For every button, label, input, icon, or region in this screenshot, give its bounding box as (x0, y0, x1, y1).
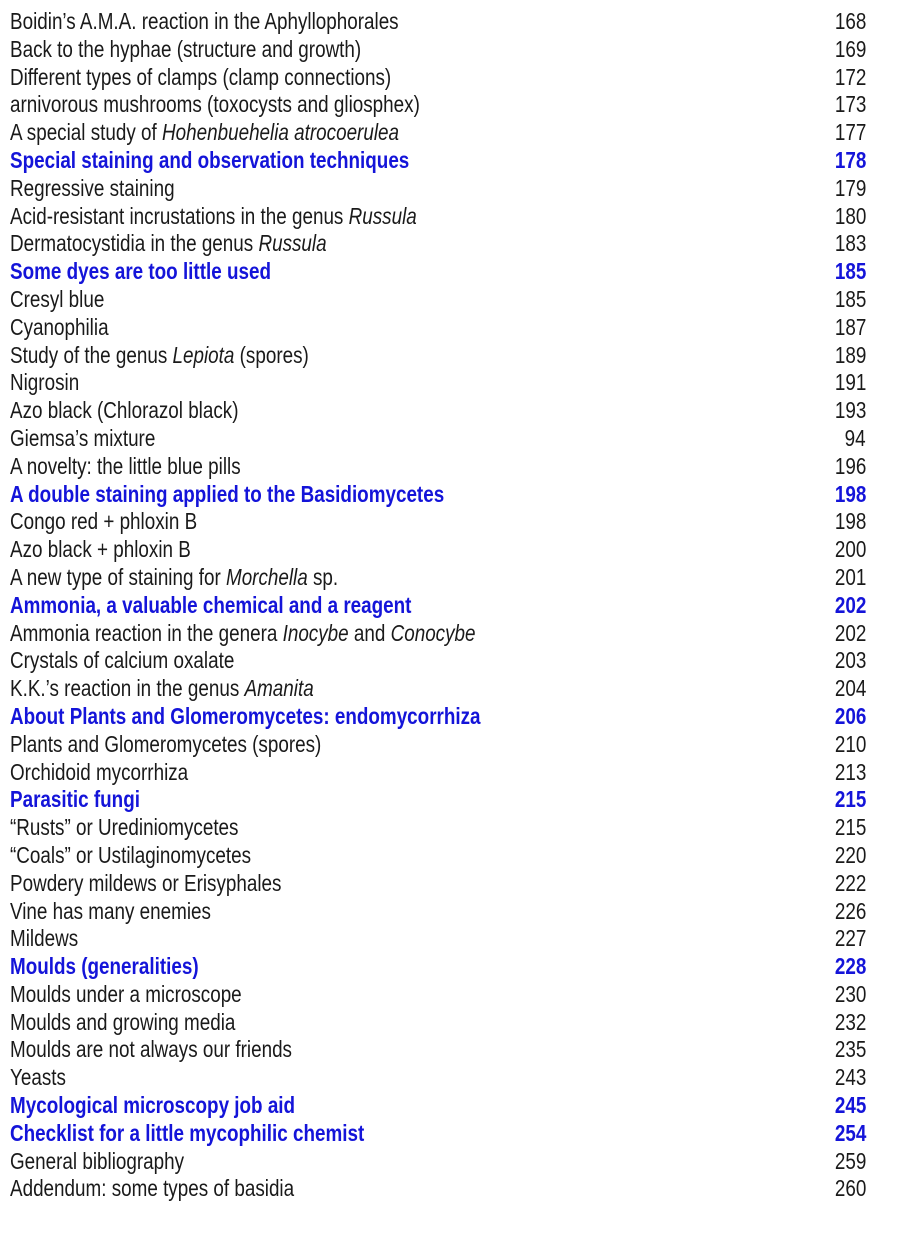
toc-entry-row (10, 1064, 866, 1092)
toc-entry-title-segment: Regressive staining (10, 174, 175, 201)
toc-entry-title (10, 536, 191, 564)
toc-section-heading-row (10, 1120, 866, 1148)
toc-entry-title-segment: Some dyes are too little used (10, 258, 271, 285)
toc-entry-title (10, 620, 476, 648)
toc-entry-title (10, 453, 241, 481)
toc-entry-page-number: 173 (834, 91, 866, 118)
toc-entry-title-segment: Vine has many enemies (10, 897, 211, 924)
toc-entry-page-number: 220 (834, 841, 866, 868)
toc-entry-title (10, 481, 444, 509)
toc-entry-title (10, 147, 409, 175)
toc-entry-title-italic-segment: Amanita (244, 675, 314, 702)
toc-entry-row (10, 91, 866, 119)
toc-entry-page-number: 222 (834, 869, 866, 896)
toc-entry-title-segment: Back to the hyphae (structure and growth) (10, 35, 362, 62)
toc-entry-title-segment: “Rusts” or Urediniomycetes (10, 814, 239, 841)
toc-entry-title-segment: Yeasts (10, 1064, 66, 1091)
toc-entry-title-segment: Moulds (generalities) (10, 953, 199, 980)
toc-entry-title-segment: Special staining and observation techniques (10, 146, 410, 173)
toc-entry-title (10, 592, 411, 620)
toc-entry-title (10, 425, 155, 453)
toc-entry-page-number: 213 (834, 758, 866, 785)
toc-entry-title (10, 953, 199, 981)
toc-section-heading-row (10, 258, 866, 286)
toc-entry-title-segment: Orchidoid mycorrhiza (10, 758, 189, 785)
toc-entry-title (10, 842, 251, 870)
toc-entry-title (10, 314, 109, 342)
toc-entry-row (10, 1036, 866, 1064)
toc-entry-row (10, 203, 866, 231)
toc-entry-title-segment: Crystals of calcium oxalate (10, 647, 235, 674)
toc-entry-page-number: 172 (834, 63, 866, 90)
toc-entry-title (10, 564, 338, 592)
toc-entry-row (10, 675, 866, 703)
toc-entry-title-segment: Plants and Glomeromycetes (spores) (10, 730, 322, 757)
toc-entry-page-number: 202 (834, 591, 866, 618)
toc-entry-title-italic-segment: Inocybe (282, 619, 349, 646)
toc-entry-title (10, 508, 197, 536)
toc-section-heading-row (10, 481, 866, 509)
toc-entry-title-segment: Azo black + phloxin B (10, 536, 191, 563)
toc-entry-page-number: 180 (834, 202, 866, 229)
toc-entry-row (10, 36, 866, 64)
toc-entry-row (10, 175, 866, 203)
toc-entry-row (10, 1175, 866, 1203)
toc-entry-page-number: 198 (834, 508, 866, 535)
toc-entry-title-segment: Moulds under a microscope (10, 980, 242, 1007)
toc-entry-page-number: 243 (834, 1064, 866, 1091)
toc-entry-page-number: 254 (834, 1119, 866, 1146)
toc-section-heading-row (10, 147, 866, 175)
toc-entry-page-number: 203 (834, 647, 866, 674)
toc-entry-page-number: 189 (834, 341, 866, 368)
toc-entry-title-italic-segment: Hohenbuehelia atrocoerulea (162, 119, 400, 146)
toc-entry-page-number: 177 (834, 119, 866, 146)
toc-entry-title-segment: About Plants and Glomeromycetes: endomycorrhiza (10, 702, 481, 729)
toc-entry-title (10, 1148, 184, 1176)
toc-entry-title (10, 64, 391, 92)
toc-entry-title (10, 1120, 364, 1148)
toc-entry-page-number: 193 (834, 397, 866, 424)
toc-entry-row (10, 64, 866, 92)
toc-entry-row (10, 620, 866, 648)
toc-entry-title (10, 36, 361, 64)
toc-entry-title-segment: Mildews (10, 925, 79, 952)
toc-entry-page-number: 215 (834, 814, 866, 841)
toc-section-heading-row (10, 703, 866, 731)
toc-entry-page-number: 179 (834, 174, 866, 201)
toc-entry-title (10, 870, 281, 898)
toc-entry-title (10, 1175, 294, 1203)
toc-entry-row (10, 369, 866, 397)
toc-entry-title (10, 759, 188, 787)
toc-entry-title (10, 675, 314, 703)
toc-entry-page-number: 232 (834, 1008, 866, 1035)
toc-entry-title-segment: Cresyl blue (10, 285, 105, 312)
toc-entry-title (10, 1064, 66, 1092)
toc-entry-title-italic-segment: Russula (348, 202, 417, 229)
toc-entry-title-segment: Nigrosin (10, 369, 80, 396)
toc-entry-row (10, 842, 866, 870)
toc-entry-page-number: 196 (834, 452, 866, 479)
toc-entry-title (10, 1092, 295, 1120)
toc-entry-title-italic-segment: Lepiota (172, 341, 235, 368)
toc-entry-title-segment: Mycological microscopy job aid (10, 1092, 296, 1119)
toc-entry-row (10, 8, 866, 36)
toc-entry-title (10, 119, 399, 147)
toc-entry-page-number: 94 (845, 424, 866, 451)
toc-entry-page-number: 183 (834, 230, 866, 257)
toc-entry-title-segment: Azo black (Chlorazol black) (10, 397, 239, 424)
toc-entry-title-segment: Moulds are not always our friends (10, 1036, 292, 1063)
toc-entry-row (10, 397, 866, 425)
toc-entry-page-number: 210 (834, 730, 866, 757)
toc-entry-title-segment: A double staining applied to the Basidiomycetes (10, 480, 445, 507)
toc-entry-page-number: 228 (834, 953, 866, 980)
toc-entry-page-number: 198 (834, 480, 866, 507)
toc-entry-page-number: 227 (834, 925, 866, 952)
toc-entry-title-italic-segment: Conocybe (390, 619, 476, 646)
toc-entry-title-italic-segment: Morchella (225, 563, 308, 590)
toc-entry-row (10, 314, 866, 342)
toc-entry-row (10, 814, 866, 842)
toc-entry-title-segment: Boidin’s A.M.A. reaction in the Aphyllophorales (10, 8, 399, 34)
toc-entry-row (10, 453, 866, 481)
toc-entry-page-number: 206 (834, 702, 866, 729)
toc-entry-row (10, 1148, 866, 1176)
toc-entry-row (10, 564, 866, 592)
toc-entry-page-number: 169 (834, 35, 866, 62)
toc-section-heading-row (10, 953, 866, 981)
toc-entry-page-number: 235 (834, 1036, 866, 1063)
toc-entry-page-number: 168 (834, 8, 866, 34)
toc-entry-page-number: 245 (834, 1092, 866, 1119)
toc-entry-title (10, 8, 399, 36)
toc-entry-title-segment: (spores) (234, 341, 309, 368)
toc-entry-row (10, 981, 866, 1009)
toc-entry-page-number: 201 (834, 563, 866, 590)
toc-entry-title (10, 203, 417, 231)
toc-entry-title-segment: Dermatocystidia in the genus (10, 230, 259, 257)
toc-entry-title-segment: Study of the genus (10, 341, 173, 368)
toc-entry-title (10, 397, 239, 425)
toc-entry-page-number: 185 (834, 258, 866, 285)
toc-entry-title-segment: arnivorous mushrooms (toxocysts and gliosphex) (10, 91, 420, 118)
toc-entry-row (10, 425, 866, 453)
toc-entry-title-segment: Parasitic fungi (10, 786, 140, 813)
toc-entry-title-segment: A new type of staining for (10, 563, 226, 590)
toc-entry-page-number: 191 (834, 369, 866, 396)
toc-entry-title-segment: and (348, 619, 391, 646)
toc-entry-title-segment: General bibliography (10, 1147, 185, 1174)
toc-entry-row (10, 759, 866, 787)
toc-entry-page-number: 215 (834, 786, 866, 813)
toc-entry-page-number: 178 (834, 146, 866, 173)
toc-entry-title-segment: Powdery mildews or Erisyphales (10, 869, 282, 896)
toc-entry-title (10, 647, 234, 675)
toc-entry-row (10, 925, 866, 953)
toc-entry-title-segment: Checklist for a little mycophilic chemist (10, 1119, 365, 1146)
toc-entry-title-italic-segment: Russula (258, 230, 327, 257)
toc-entry-title (10, 898, 211, 926)
toc-entry-title-segment: Giemsa’s mixture (10, 424, 156, 451)
toc-entry-title (10, 230, 327, 258)
toc-section-heading-row (10, 786, 866, 814)
toc-entry-title (10, 814, 238, 842)
toc-entry-row (10, 1009, 866, 1037)
toc-entry-page-number: 202 (834, 619, 866, 646)
toc-entry-title-segment: Ammonia reaction in the genera (10, 619, 283, 646)
toc-entry-row (10, 286, 866, 314)
toc-entry-title (10, 342, 309, 370)
toc-entry-title-segment: Addendum: some types of basidia (10, 1175, 295, 1202)
toc-entry-title-segment: Acid-resistant incrustations in the genus (10, 202, 349, 229)
toc-section-heading-row (10, 1092, 866, 1120)
toc-entry-title (10, 258, 271, 286)
toc-entry-page-number: 230 (834, 980, 866, 1007)
toc-entry-title-segment: sp. (307, 563, 339, 590)
toc-entry-page-number: 204 (834, 675, 866, 702)
toc-entry-title-segment: K.K.’s reaction in the genus (10, 675, 245, 702)
toc-entry-title-segment: A special study of (10, 119, 163, 146)
toc-entry-title-segment: “Coals” or Ustilaginomycetes (10, 841, 252, 868)
toc-entry-page-number: 260 (834, 1175, 866, 1202)
toc-entry-row (10, 731, 866, 759)
toc-entry-title (10, 175, 175, 203)
toc-entry-title (10, 731, 321, 759)
toc-entry-title (10, 981, 242, 1009)
toc-entry-title-segment: Ammonia, a valuable chemical and a reagent (10, 591, 412, 618)
toc-entry-title-segment: Congo red + phloxin B (10, 508, 198, 535)
toc-entry-title (10, 91, 420, 119)
toc-entry-title (10, 786, 140, 814)
toc-entry-row (10, 342, 866, 370)
toc-entry-title-segment: A novelty: the little blue pills (10, 452, 241, 479)
toc-entry-row (10, 647, 866, 675)
toc-entry-title-segment: Cyanophilia (10, 313, 109, 340)
toc-entry-title (10, 369, 79, 397)
toc-entry-title-segment: Different types of clamps (clamp connections) (10, 63, 392, 90)
toc-entry-page-number: 259 (834, 1147, 866, 1174)
toc-entry-row (10, 870, 866, 898)
toc-entry-page-number: 200 (834, 536, 866, 563)
toc-entry-title-segment: Moulds and growing media (10, 1008, 236, 1035)
toc-entry-page-number: 226 (834, 897, 866, 924)
toc-entry-row (10, 898, 866, 926)
toc-entry-title (10, 1009, 235, 1037)
toc-entry-page-number: 185 (834, 285, 866, 312)
toc-entry-title (10, 703, 481, 731)
toc-entry-page-number: 187 (834, 313, 866, 340)
toc-entry-row (10, 508, 866, 536)
toc-entry-row (10, 119, 866, 147)
toc-entry-row (10, 230, 866, 258)
toc-section-heading-row (10, 592, 866, 620)
toc-entry-title (10, 925, 78, 953)
toc-entry-title (10, 286, 104, 314)
toc-entry-row (10, 536, 866, 564)
toc-entry-title (10, 1036, 292, 1064)
